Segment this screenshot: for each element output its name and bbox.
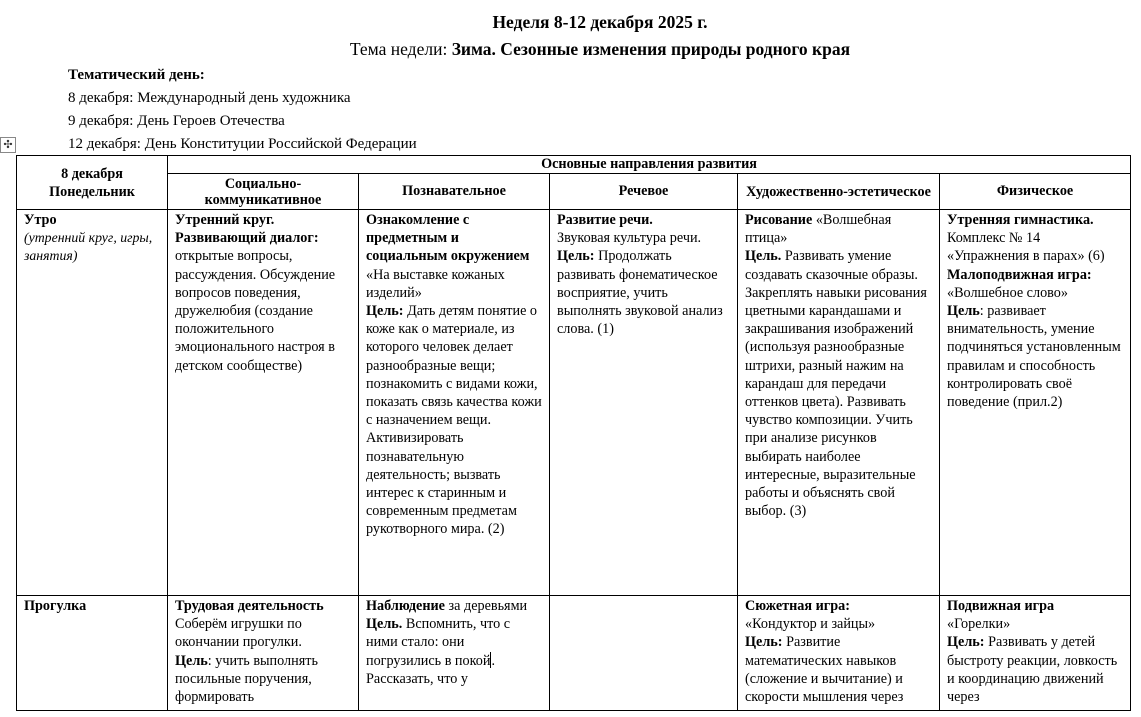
walk-physical-goal: Развивать у детей быстроту реакции, ловкость и координацию движений через — [947, 634, 1118, 706]
walk-cognitive-cell[interactable] — [359, 596, 550, 711]
walk-speech-cell — [550, 596, 738, 711]
column-header-speech: Речевое — [550, 174, 738, 210]
art-topic: «Волшебная птица» — [745, 212, 892, 247]
weekly-plan-table — [16, 155, 1131, 711]
thematic-days — [68, 64, 417, 156]
walk-physical-topic: «Горелки» — [947, 616, 1011, 633]
walk-social-goal-label: Цель — [175, 652, 208, 669]
art-goal-label: Цель. — [745, 248, 782, 265]
thematic-day: 9 декабря: День Героев Отечества — [68, 113, 285, 129]
physical-topic: Комплекс № 14 «Упражнения в парах» (6) — [947, 230, 1105, 265]
day-header-cell — [17, 156, 168, 210]
walk-social-title: Трудовая деятельность — [175, 598, 324, 614]
week-theme — [0, 39, 1141, 60]
speech-goal-label: Цель: — [557, 248, 595, 265]
thematic-heading: Тематический день: — [68, 67, 205, 83]
morning-row — [17, 210, 1131, 596]
page-title: Неделя 8-12 декабря 2025 г. — [492, 12, 708, 32]
speech-title: Развитие речи. — [557, 212, 653, 228]
art-goal: Развивать умение создавать сказочные образы. Закреплять навыки рисования цветными карандашами и закрашивания изображений (используя разнообразные штрихи, разный нажим на карандаш для передачи оттенков цвета). Развивать чувство композиции. Учить при анализе рисунков выбирать наиболее интересные, выразительные работы и объяснять свой выбор. (3) — [745, 248, 927, 520]
walk-art-goal: Развитие математических навыков (сложение и вычитание) и скорости мышления через — [745, 634, 904, 706]
day-weekday: Понедельник — [49, 184, 135, 200]
theme-name: Зима. Сезонные изменения природы родного края — [451, 39, 851, 59]
walk-art-topic: «Кондуктор и зайцы» — [745, 616, 876, 633]
social-title: Утренний круг. — [175, 212, 275, 228]
walk-social-cell — [168, 596, 359, 711]
column-header-social: Социально-коммуникативное — [168, 174, 359, 210]
walk-label: Прогулка — [24, 598, 87, 614]
physical-game-name: «Волшебное слово» — [947, 284, 1068, 301]
walk-physical-goal-label: Цель: — [947, 634, 985, 651]
art-title: Рисование — [745, 212, 813, 228]
walk-cognitive-title: Наблюдение — [366, 598, 445, 614]
thematic-day: 8 декабря: Международный день художника — [68, 90, 351, 106]
morning-sublabel: (утренний круг, игры, занятия) — [24, 230, 153, 264]
walk-cognitive-goal: Вспомнить, что с ними стало: они погрузились в покой — [366, 616, 511, 669]
column-header-art: Художественно-эстетическое — [738, 174, 940, 210]
row-label-morning — [17, 210, 168, 596]
walk-social-goal: : учить выполнять посильные поручения, формировать — [175, 652, 318, 706]
row-label-walk — [17, 596, 168, 711]
day-date: 8 декабря — [61, 166, 123, 182]
walk-art-cell — [738, 596, 940, 711]
physical-goal-label: Цель — [947, 303, 980, 320]
cognitive-goal-label: Цель: — [366, 303, 404, 320]
directions-header: Основные направления развития — [168, 156, 1131, 174]
speech-goal: Продолжать развивать фонематическое восприятие, учить выполнять звуковой анализ слова. (1) — [557, 248, 723, 338]
physical-game-title: Малоподвижная игра: — [947, 266, 1092, 283]
cognitive-topic: «На выставке кожаных изделий» — [366, 266, 505, 301]
theme-prefix: Тема недели: — [349, 39, 448, 59]
walk-cognitive-goal-cont: . Рассказать, что у — [366, 652, 496, 687]
column-header-physical: Физическое — [940, 174, 1131, 210]
column-header-cognitive: Познавательное — [359, 174, 550, 210]
social-text: открытые вопросы, рассуждения. Обсуждение вопросов поведения, дружелюбия (создание положительного эмоционального настроя в детском сообществе) — [175, 248, 336, 374]
walk-physical-cell — [940, 596, 1131, 711]
walk-physical-title: Подвижная игра — [947, 598, 1055, 614]
morning-social-cell — [168, 210, 359, 596]
walk-art-goal-label: Цель: — [745, 634, 783, 651]
morning-art-cell — [738, 210, 940, 596]
physical-goal: : развивает внимательность, умение подчиняться установленным правилам и способность контролировать своё поведение (прил.2) — [947, 303, 1121, 411]
morning-cognitive-cell — [359, 210, 550, 596]
walk-social-text: Соберём игрушки по окончании прогулки. — [175, 616, 302, 651]
social-subtitle: Развивающий диалог: — [175, 230, 319, 247]
walk-art-title: Сюжетная игра: — [745, 598, 850, 614]
walk-cognitive-topic: за деревьями — [448, 598, 528, 614]
physical-title: Утренняя гимнастика. — [947, 212, 1094, 228]
walk-cognitive-goal-label: Цель. — [366, 616, 403, 633]
walk-row — [17, 596, 1131, 711]
cognitive-goal: Дать детям понятие о коже как о материале, из которого человек делает разнообразные вещи; познакомить с видами кожи, показать связь качества кожи с назначением вещи. Активизировать познавательную деятельность; вызвать интерес к старинным и современным предметам рукотворного мира. (2) — [366, 303, 542, 538]
table-move-handle-icon[interactable]: ✣ — [0, 137, 16, 153]
morning-physical-cell — [940, 210, 1131, 596]
cognitive-title: Ознакомление с предметным и социальным окружением — [366, 212, 530, 265]
morning-speech-cell — [550, 210, 738, 596]
speech-topic: Звуковая культура речи. — [557, 230, 702, 247]
thematic-day: 12 декабря: День Конституции Российской Федерации — [68, 136, 417, 152]
morning-label: Утро — [24, 212, 57, 228]
